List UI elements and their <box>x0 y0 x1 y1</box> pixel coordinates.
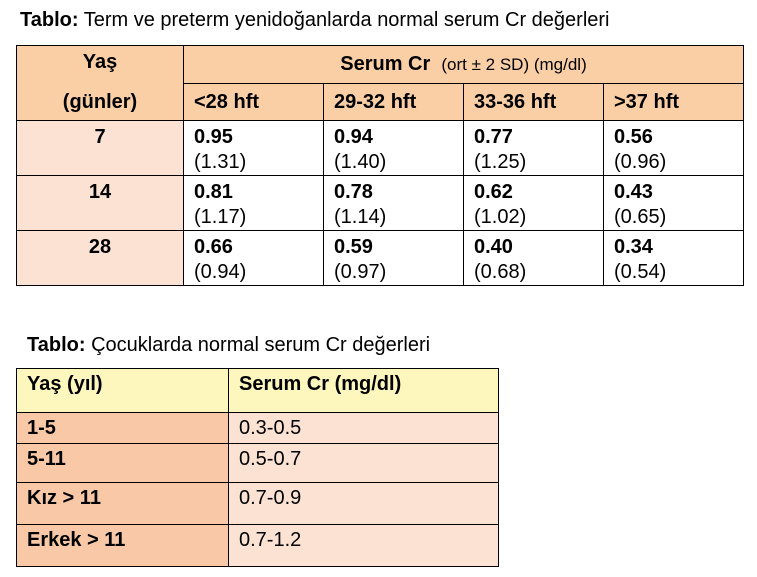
table-row <box>17 525 499 567</box>
table2-caption <box>27 334 430 357</box>
mean-value: 0.43 <box>614 181 653 203</box>
age-header-label: Yaş <box>82 51 118 73</box>
table1-caption-text: Term ve preterm yenidoğanlarda normal serum Cr değerleri <box>78 9 610 31</box>
age-cell <box>17 176 184 231</box>
serum-cr-header <box>184 46 744 84</box>
mean-value: 0.34 <box>614 236 653 258</box>
mean-value: 0.56 <box>614 126 653 148</box>
sd-value: (0.54) <box>614 261 667 283</box>
sd-value: (0.94) <box>194 261 247 283</box>
age-range: 1-5 <box>17 413 229 444</box>
value-cell <box>324 231 464 286</box>
value-cell <box>184 176 324 231</box>
value-cell <box>604 176 744 231</box>
sd-value: (0.96) <box>614 151 667 173</box>
sd-value: (0.68) <box>474 261 527 283</box>
children-creatinine-table <box>16 368 499 567</box>
sd-value: (1.02) <box>474 206 527 228</box>
serum-cr-range: 0.5-0.7 <box>229 444 499 483</box>
mean-value: 0.62 <box>474 181 513 203</box>
serum-cr-header-note: (ort ± 2 SD) (mg/dl) <box>441 55 587 74</box>
serum-cr-range: 0.7-0.9 <box>229 483 499 525</box>
table-row <box>17 231 744 286</box>
column-header: 33-36 hft <box>464 84 604 121</box>
mean-value: 0.40 <box>474 236 513 258</box>
table-row <box>17 121 744 176</box>
age-range: Kız > 11 <box>17 483 229 525</box>
mean-value: 0.78 <box>334 181 373 203</box>
neonatal-creatinine-table <box>16 45 744 286</box>
age-value: 28 <box>88 236 112 258</box>
mean-value: 0.94 <box>334 126 373 148</box>
age-column-header: Yaş (yıl) <box>17 369 229 413</box>
value-cell <box>184 231 324 286</box>
sd-value: (1.40) <box>334 151 387 173</box>
value-cell <box>604 121 744 176</box>
table-row <box>17 483 499 525</box>
table-row <box>17 413 499 444</box>
age-header <box>17 46 184 121</box>
sd-value: (0.65) <box>614 206 667 228</box>
mean-value: 0.95 <box>194 126 233 148</box>
column-header: 29-32 hft <box>324 84 464 121</box>
table-row <box>17 176 744 231</box>
value-cell <box>324 176 464 231</box>
table1-caption <box>20 9 609 32</box>
age-value: 14 <box>88 181 112 203</box>
serum-cr-range: 0.3-0.5 <box>229 413 499 444</box>
serum-cr-range: 0.7-1.2 <box>229 525 499 567</box>
age-cell <box>17 121 184 176</box>
table-row <box>17 444 499 483</box>
table1-caption-prefix: Tablo: <box>20 9 79 31</box>
sd-value: (1.25) <box>474 151 527 173</box>
age-header-unit: (günler) <box>62 91 138 113</box>
value-cell <box>324 121 464 176</box>
sd-value: (0.97) <box>334 261 387 283</box>
column-header: >37 hft <box>604 84 744 121</box>
value-cell <box>184 121 324 176</box>
sd-value: (1.17) <box>194 206 247 228</box>
age-range: Erkek > 11 <box>17 525 229 567</box>
value-cell <box>604 231 744 286</box>
age-range: 5-11 <box>17 444 229 483</box>
column-header: <28 hft <box>184 84 324 121</box>
table2-caption-text: Çocuklarda normal serum Cr değerleri <box>85 334 431 356</box>
serum-cr-column-header: Serum Cr (mg/dl) <box>229 369 499 413</box>
table2-caption-prefix: Tablo: <box>27 334 86 356</box>
serum-cr-header-label: Serum Cr <box>340 53 431 75</box>
mean-value: 0.59 <box>334 236 373 258</box>
mean-value: 0.81 <box>194 181 233 203</box>
age-cell <box>17 231 184 286</box>
sd-value: (1.14) <box>334 206 387 228</box>
sd-value: (1.31) <box>194 151 247 173</box>
mean-value: 0.77 <box>474 126 513 148</box>
value-cell <box>464 121 604 176</box>
value-cell <box>464 231 604 286</box>
mean-value: 0.66 <box>194 236 233 258</box>
age-value: 7 <box>94 126 106 148</box>
value-cell <box>464 176 604 231</box>
